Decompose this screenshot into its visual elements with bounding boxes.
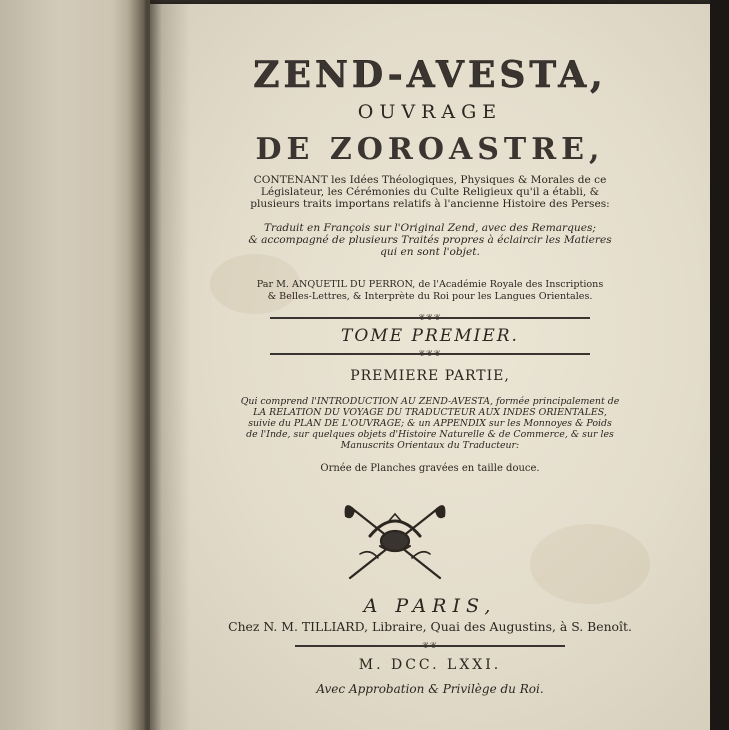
imprint-year: M. DCC. LXXI. [358,657,502,673]
rule-ornament-icon: ❦❦❦ [418,349,442,358]
imprint-city: A PARIS, [363,595,497,617]
imprint-publisher: Chez N. M. TILLIARD, Libraire, Quai des Augustins, à S. Benoît. [228,619,632,634]
part-title: PREMIERE PARTIE, [350,368,510,384]
author-line: & Belles-Lettres, & Interprète du Roi pour les Langues Orientales. [267,291,593,302]
paper-stain [530,524,650,604]
part-description-line: de l'Inde, sur quelques objets d'Histoire Naturelle & de Commerce, & sur les [246,429,614,440]
crossed-trumpets-ornament-icon [340,496,450,586]
translation-line: Traduit en François sur l'Original Zend, avec des Remarques; [263,222,597,234]
contents-line: Législateur, les Cérémonies du Culte Religieux qu'il a établi, & [260,186,600,198]
title-zoroastre: DE ZOROASTRE, [255,132,605,167]
volume-title: TOME PREMIER. [341,326,519,346]
contents-description [150,174,710,210]
book-gutter-shadow [128,0,162,730]
subtitle-ouvrage: OUVRAGE [357,101,503,123]
translation-line: qui en sont l'objet. [380,246,480,258]
part-description-line: Manuscrits Orientaux du Traducteur: [340,440,520,451]
contents-line: plusieurs traits importans relatifs à l'ancienne Histoire des Perses: [250,198,610,210]
author-credit [150,279,710,303]
rule-ornament-icon: ❦❦ [422,641,438,650]
title-page [150,4,710,730]
plates-note: Ornée de Planches gravées en taille douce. [320,463,540,474]
part-description-line: Qui comprend l'INTRODUCTION AU ZEND-AVESTA, formée principalement de [240,396,620,407]
author-line: Par M. ANQUETIL DU PERRON, de l'Académie Royale des Inscriptions [256,279,604,290]
rule-ornament-icon: ❦❦❦ [418,313,442,322]
part-description [150,396,710,451]
main-title: ZEND-AVESTA, [253,54,607,96]
part-description-line: LA RELATION DU VOYAGE DU TRADUCTEUR AUX INDES ORIENTALES, [253,407,607,418]
part-description-line: suivie du PLAN DE L'OUVRAGE; & un APPENDIX sur les Monnoyes & Poids [248,418,612,429]
imprint-privilege: Avec Approbation & Privilège du Roi. [316,682,544,696]
translation-note [150,222,710,258]
translation-line: & accompagné de plusieurs Traités propres à éclaircir les Matieres [248,234,612,246]
background-edge [710,0,729,730]
contents-line: CONTENANT les Idées Théologiques, Physiques & Morales de ce [253,174,607,186]
